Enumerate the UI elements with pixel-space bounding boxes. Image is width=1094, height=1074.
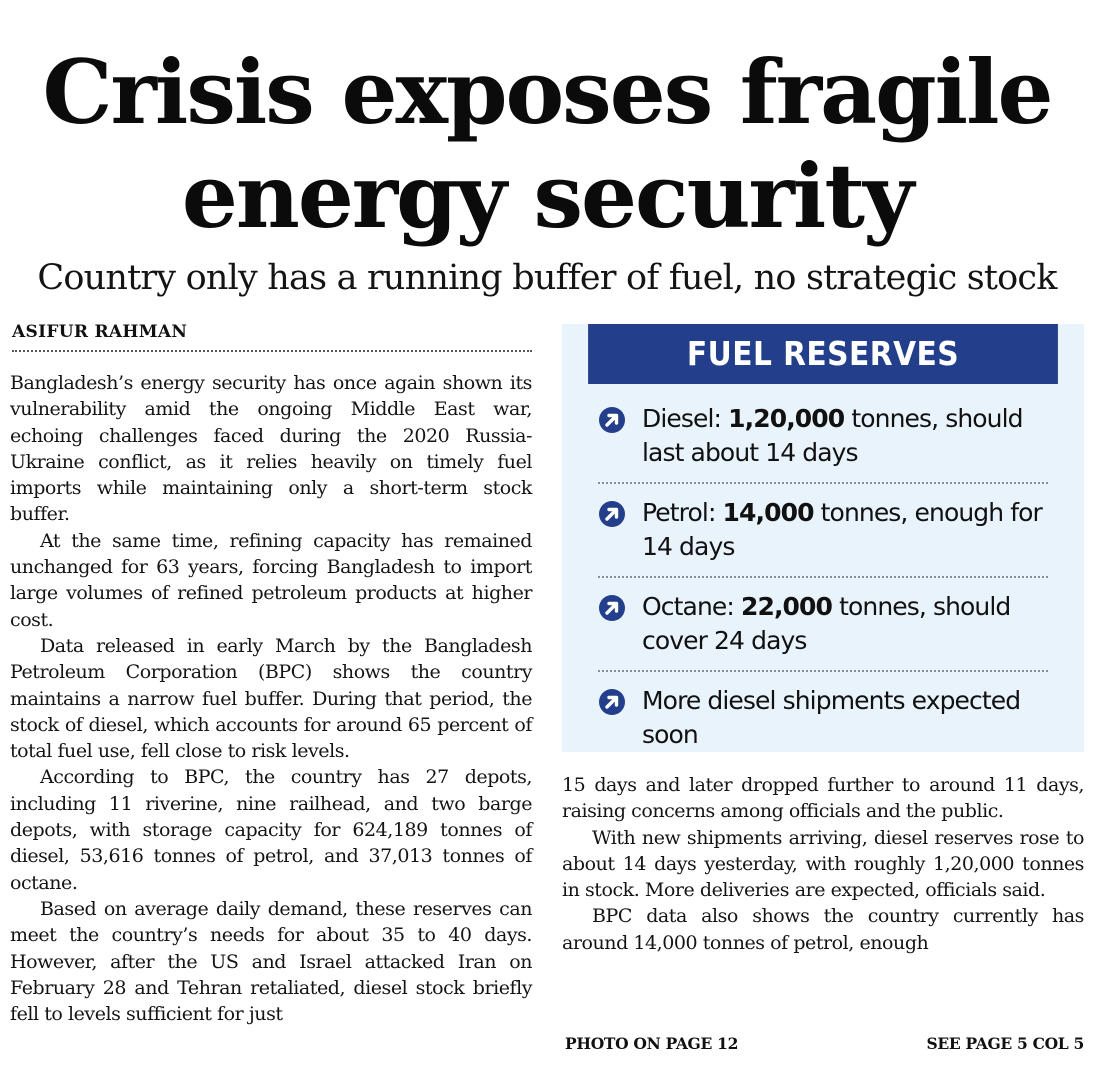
fuel-item-text <box>642 590 1048 658</box>
paragraph: Bangladesh’s energy security has once again shown its vulnerability amid the ongoing Middle East war, echoing challenges faced during the 2020 Russia-Ukraine conflict, as it relies heavily on timely fuel imports while maintaining only a short-term stock buffer. <box>10 372 532 526</box>
paragraph: With new shipments arriving, diesel reserves rose to about 14 days yesterday, with roughly 1,20,000 tonnes in stock. More deliveries are expected, officials said. <box>562 826 1084 902</box>
headline-line-2: energy security <box>181 144 913 248</box>
fuel-label: Octane: <box>642 592 734 621</box>
arrow-icon <box>598 500 626 528</box>
paragraph: Based on average daily demand, these reserves can meet the country’s needs for about 35 to 40 days. However, after the US and Israel attacked Iran on February 28 and Tehran retaliated, diesel stock briefly fell to levels sufficient for just <box>10 897 532 1026</box>
fuel-label: Diesel: <box>642 404 722 433</box>
fuel-amount: 22,000 <box>740 592 833 621</box>
headline-line-1: Crisis exposes fragile <box>42 40 1052 144</box>
fuel-item-text <box>642 496 1048 564</box>
paragraph: According to BPC, the country has 27 depots, including 11 riverine, nine railhead, and two barge depots, with storage capacity for 624,189 tonnes of diesel, 53,616 tonnes of petrol, and 37,013 tonnes of octane. <box>10 766 532 894</box>
arrow-icon <box>598 406 626 434</box>
article-column-right <box>562 772 1084 956</box>
arrow-icon <box>598 688 626 716</box>
headline <box>0 40 1094 248</box>
fuel-detail: tonnes, enough for 14 days <box>642 498 1042 561</box>
fuel-item-text <box>642 402 1048 470</box>
fuel-amount: 1,20,000 <box>728 404 845 433</box>
arrow-icon <box>598 594 626 622</box>
subheadline: Country only has a running buffer of fuel, no strategic stock <box>37 258 1057 298</box>
paragraph: BPC data also shows the country currently has around 14,000 tonnes of petrol, enough <box>562 905 1084 954</box>
fuel-amount: 14,000 <box>722 498 814 527</box>
continued-reference: SEE PAGE 5 COL 5 <box>926 1034 1084 1053</box>
fuel-item-diesel <box>598 402 1048 484</box>
byline: ASIFUR RAHMAN <box>12 320 532 352</box>
fuel-detail: tonnes, should cover 24 days <box>642 592 1011 655</box>
paragraph: At the same time, refining capacity has remained unchanged for 63 years, forcing Bangladesh to import large volumes of refined petroleum products at higher cost. <box>10 529 532 631</box>
fuel-item-octane <box>598 590 1048 672</box>
fuel-label: Petrol: <box>642 498 716 527</box>
photo-reference: PHOTO ON PAGE 12 <box>565 1034 739 1053</box>
fuel-reserves-box <box>562 324 1084 752</box>
fuel-reserves-title: FUEL RESERVES <box>588 324 1058 384</box>
paragraph: Data released in early March by the Bangladesh Petroleum Corporation (BPC) shows the country maintains a narrow fuel buffer. During that period, the stock of diesel, which accounts for around 65 percent of total fuel use, fell close to risk levels. <box>10 634 532 763</box>
fuel-item-text <box>642 684 1048 752</box>
fuel-reserves-list <box>562 384 1084 764</box>
paragraph: 15 days and later dropped further to around 11 days, raising concerns among officials and the public. <box>562 774 1084 823</box>
fuel-item-shipments <box>598 684 1048 764</box>
fuel-detail: tonnes, should last about 14 days <box>642 404 1023 467</box>
fuel-detail: More diesel shipments expected soon <box>642 686 1021 749</box>
article-column-left <box>10 370 532 1027</box>
fuel-item-petrol <box>598 496 1048 578</box>
